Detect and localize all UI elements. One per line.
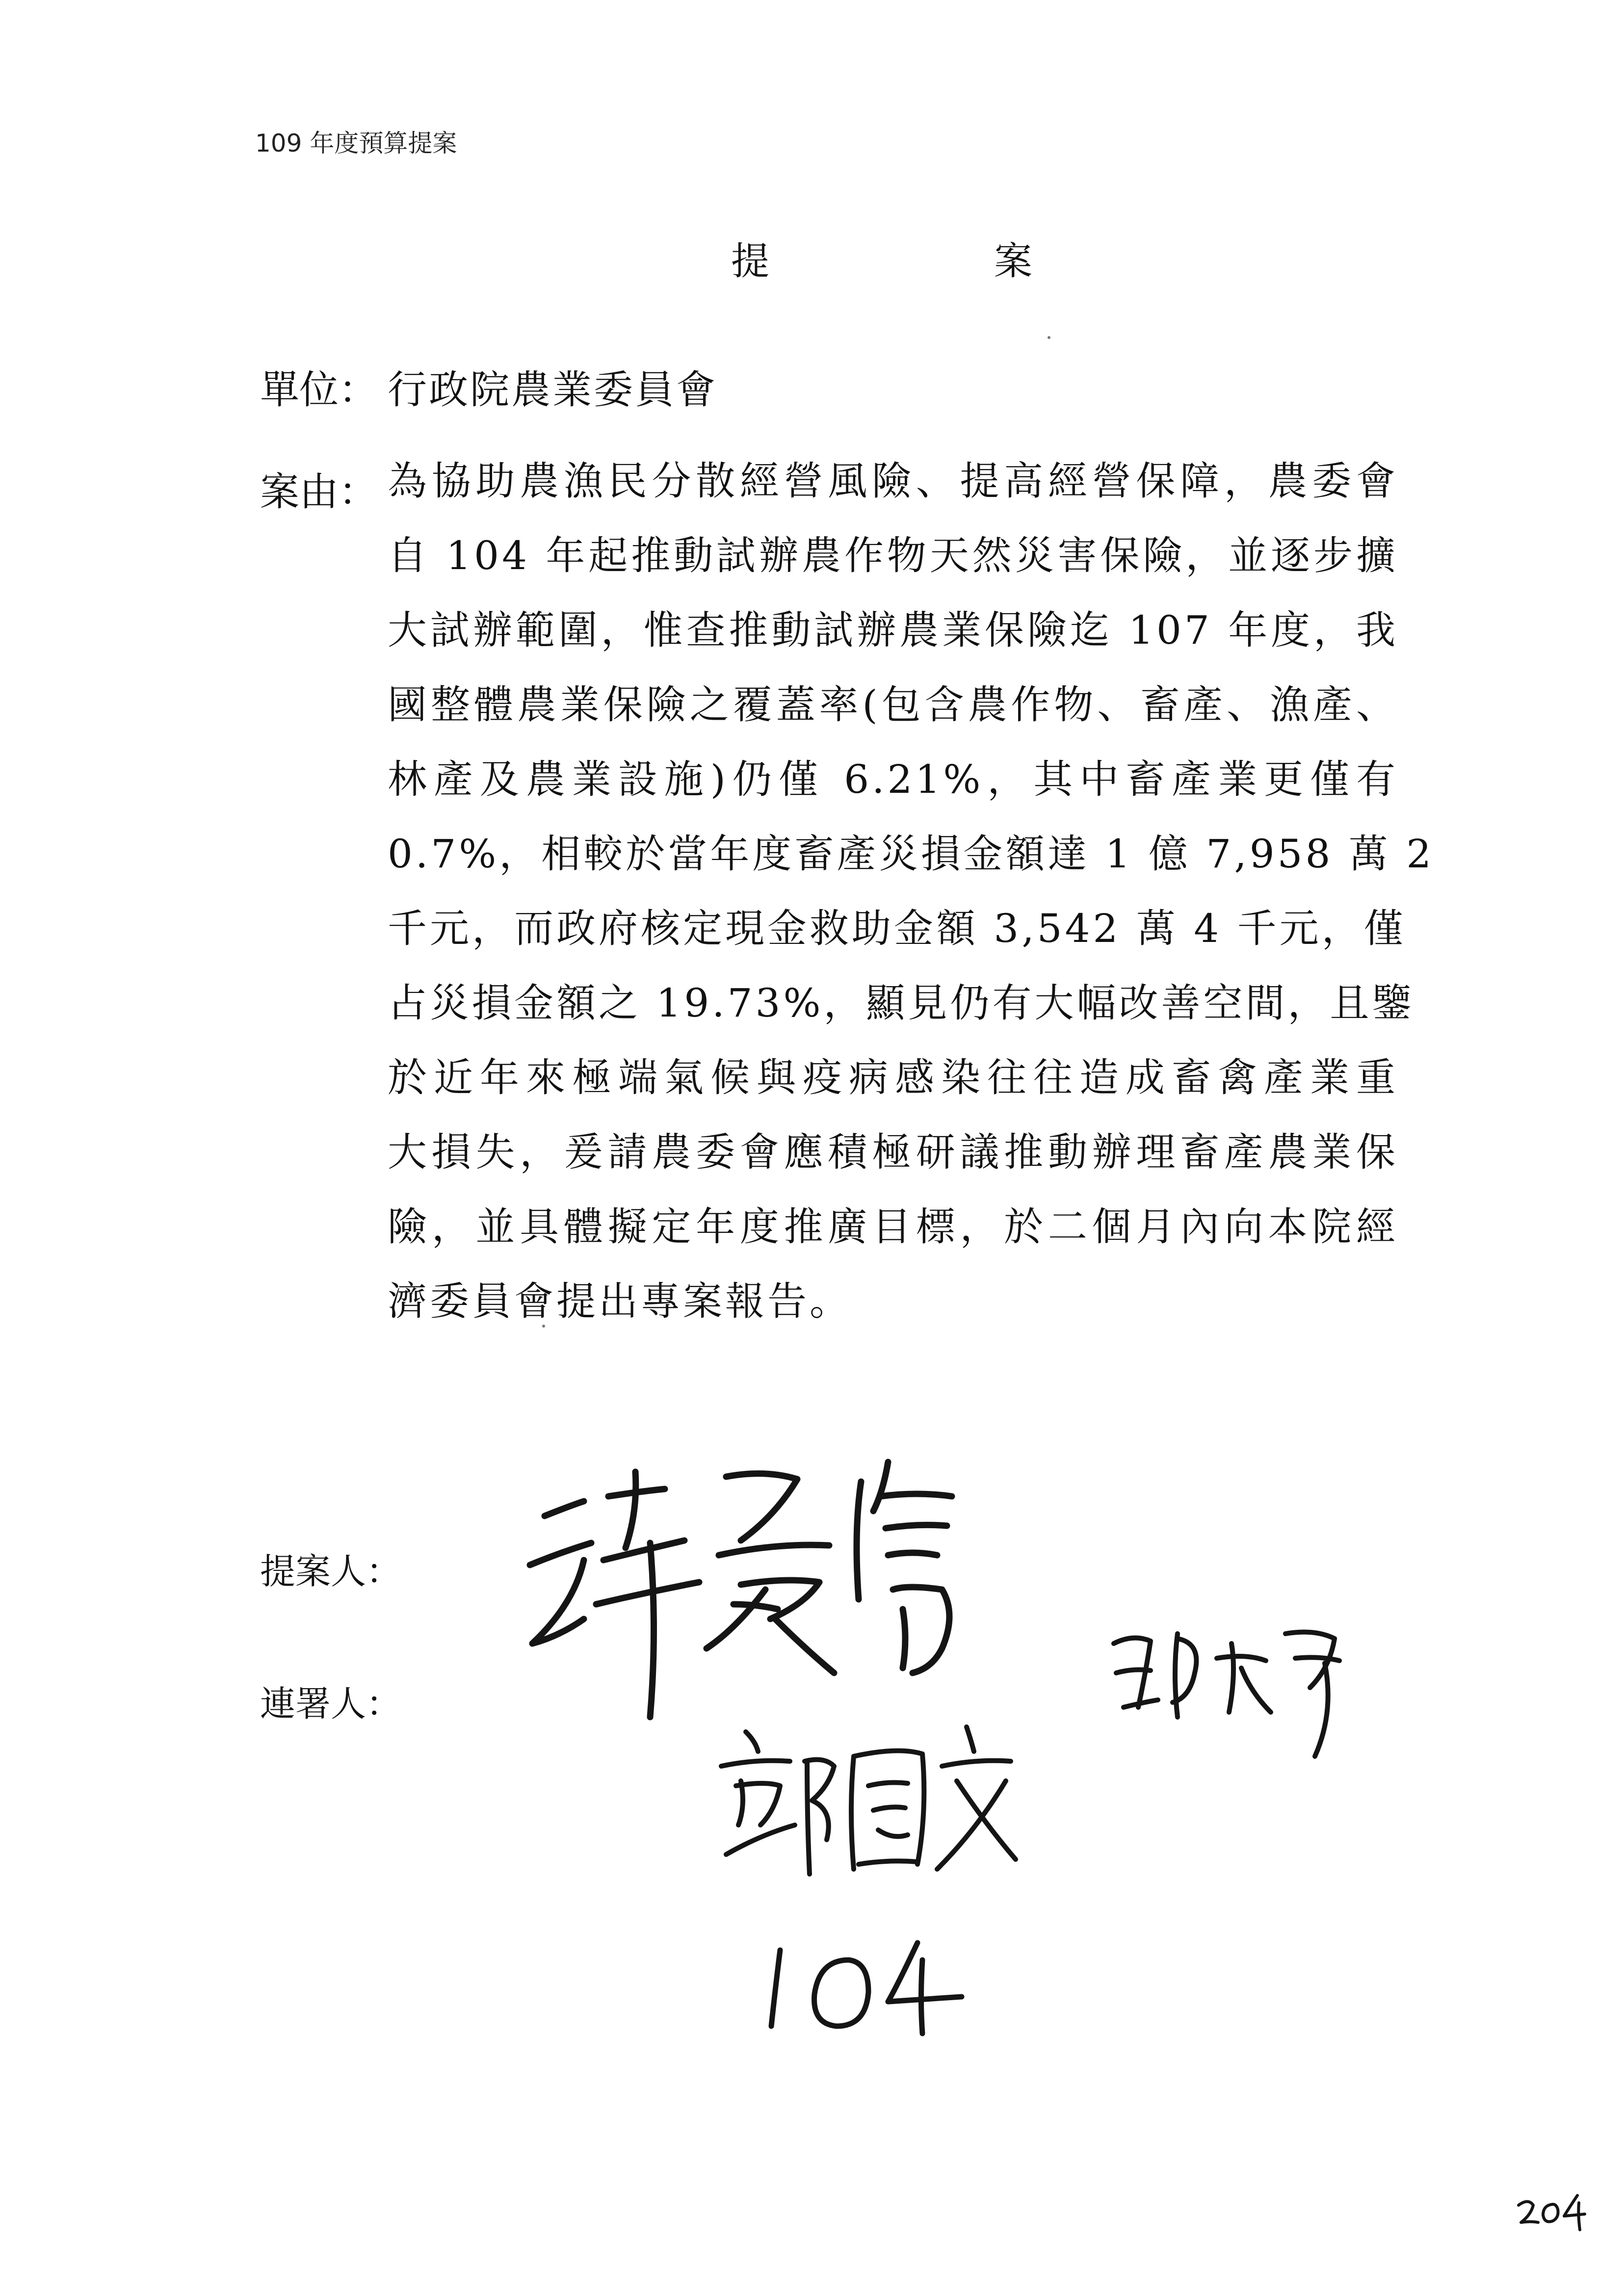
unit-label: 單位： bbox=[260, 367, 378, 413]
handwritten-number-104 bbox=[756, 1931, 967, 2038]
reason-line: 險，並具體擬定年度推廣目標，於二個月內向本院經 bbox=[388, 1204, 1398, 1250]
cosigner-signature-2 bbox=[711, 1712, 1025, 1894]
reason-text bbox=[388, 444, 1435, 1339]
proposer-label: 提案人： bbox=[260, 1551, 402, 1592]
scan-speck bbox=[1048, 336, 1050, 339]
reason-line: 林產及農業設施)仍僅 6.21%，其中畜產業更僅有 bbox=[388, 757, 1398, 802]
cosigner-label: 連署人： bbox=[260, 1683, 402, 1724]
reason-line: 濟委員會提出專案報告。 bbox=[388, 1278, 852, 1324]
reason-line: 占災損金額之 19.73%，顯見仍有大幅改善空間，且鑒 bbox=[388, 980, 1414, 1026]
reason-line: 0.7%，相較於當年度畜產災損金額達 1 億 7,958 萬 2 bbox=[388, 831, 1435, 877]
reason-label: 案由： bbox=[260, 469, 378, 515]
scan-speck bbox=[542, 1325, 545, 1328]
reason-line: 大試辦範圍，惟查推動試辦農業保險迄 107 年度，我 bbox=[388, 607, 1398, 653]
reason-line: 於近年來極端氣候與疫病感染往往造成畜禽產業重 bbox=[388, 1055, 1398, 1100]
reason-line: 為協助農漁民分散經營風險、提高經營保障，農委會 bbox=[388, 458, 1398, 504]
reason-line: 千元，而政府核定現金救助金額 3,542 萬 4 千元，僅 bbox=[388, 906, 1406, 951]
reason-line: 大損失，爰請農委會應積極研議推動辦理畜產農業保 bbox=[388, 1129, 1398, 1175]
unit-value: 行政院農業委員會 bbox=[388, 367, 717, 413]
document-title: 提 案 bbox=[731, 239, 1126, 284]
handwritten-page-number bbox=[1511, 2191, 1590, 2235]
reason-line: 國整體農業保險之覆蓋率(包含農作物、畜產、漁產、 bbox=[388, 682, 1398, 728]
cosigner-signature-1 bbox=[1104, 1614, 1359, 1771]
reason-line: 自 104 年起推動試辦農作物天然災害保險，並逐步擴 bbox=[388, 533, 1398, 578]
document-header-note: 109 年度預算提案 bbox=[255, 129, 457, 157]
